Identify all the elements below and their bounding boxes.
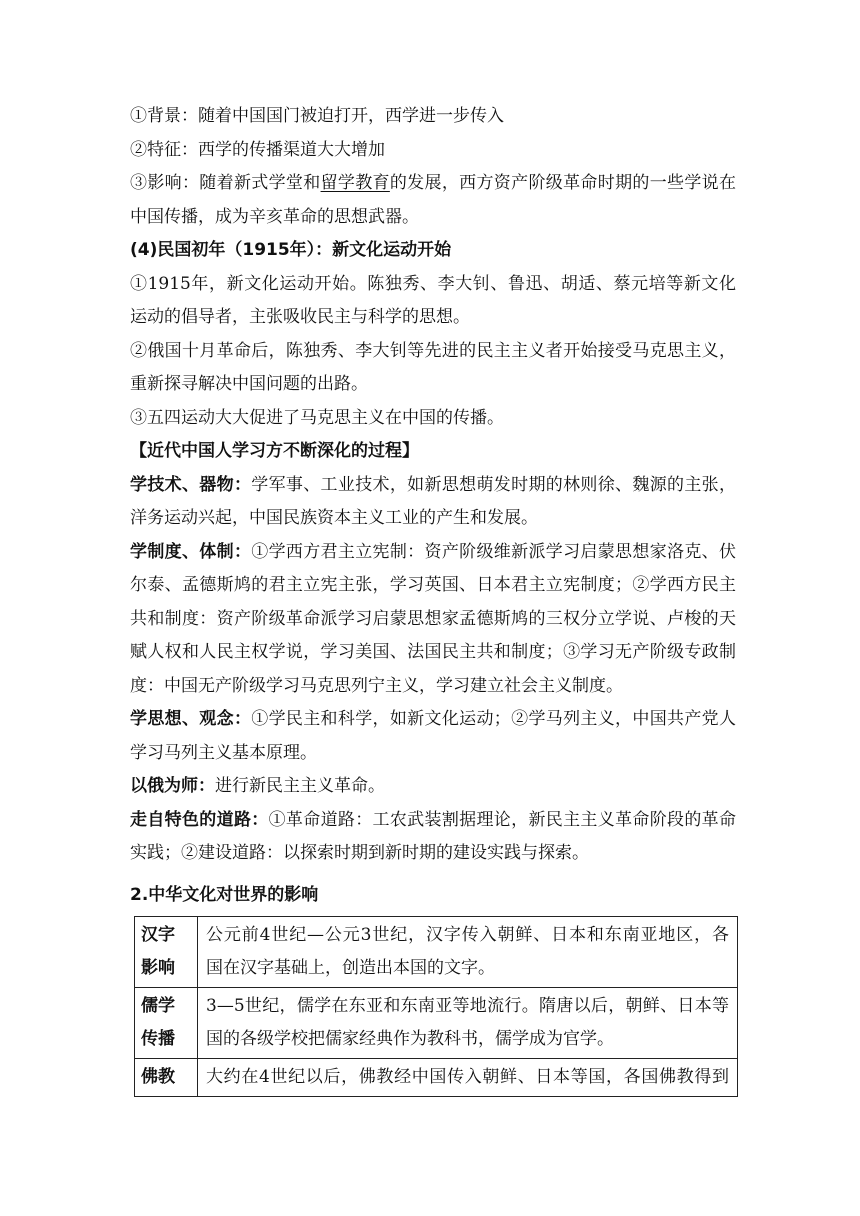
- row-header-line: 传播: [141, 1029, 175, 1049]
- lead-own-road: 走自特色的道路：: [130, 809, 269, 830]
- lead-russia: 以俄为师：: [130, 776, 215, 796]
- row-content-buddhism: [198, 1059, 738, 1097]
- paragraph-may-fourth: ③五四运动大大促进了马克思主义在中国的传播。: [130, 407, 504, 428]
- impact-text-end: 的发展，西方资产阶级革命时期的一些学说在: [389, 173, 737, 193]
- row-header-line: 佛教: [141, 1067, 175, 1087]
- row-header-chinese-characters: [135, 917, 198, 988]
- paragraph-october-revolution: ②俄国十月革命后，陈独秀、李大钊等先进的民主主义者开始接受马克思主义，: [130, 340, 736, 361]
- lead-tech: 学技术、器物：: [130, 474, 252, 495]
- paragraph-background: ①背景：随着中国国门被迫打开，西学进一步传入: [130, 106, 504, 126]
- lead-ideas: 学思想、观念：: [130, 709, 252, 729]
- row-content-line: 国的各级学校把儒家经典作为教科书，儒学成为官学。: [206, 1029, 614, 1049]
- underlined-term-study-abroad: 留学教育: [320, 173, 390, 193]
- paragraph-russia: [130, 770, 736, 804]
- culture-influence-table: [134, 916, 738, 1097]
- paragraph-1915-start: ①1915年，新文化运动开始。陈独秀、李大钊、鲁迅、胡适、蔡元培等新文化: [130, 273, 736, 294]
- paragraph-feature: ②特征：西学的传播渠道大大增加: [130, 139, 385, 160]
- tech-text: 学军事、工业技术，如新思想萌发时期的林则徐、魏源的主张，: [251, 474, 736, 495]
- paragraph-impact: [130, 167, 736, 201]
- paragraph-tech-continued: 洋务运动兴起，中国民族资本主义工业的产生和发展。: [130, 508, 538, 528]
- row-content-confucianism: [198, 988, 738, 1059]
- paragraph-1915-continued: 运动的倡导者，主张吸收民主与科学的思想。: [130, 307, 470, 327]
- row-header-buddhism: [135, 1059, 198, 1097]
- paragraph-own-road: [130, 804, 736, 838]
- row-header-confucianism: [135, 988, 198, 1059]
- russia-text: 进行新民主主义革命。: [215, 776, 385, 796]
- row-content-line: 国在汉字基础上，创造出本国的文字。: [206, 958, 495, 978]
- document-body: [130, 100, 736, 915]
- lead-system: 学制度、体制：: [130, 541, 252, 562]
- paragraph-tech: [130, 469, 736, 503]
- impact-text-start: ③影响：随着新式学堂和: [130, 173, 321, 193]
- paragraph-system-line-4: 赋人权和人民主权学说，学习美国、法国民主共和制度；③学习无产阶级专政制: [130, 642, 736, 662]
- row-content-chinese-characters: [198, 917, 738, 988]
- row-header-line: 汉字: [141, 925, 175, 945]
- own-road-text: ①革命道路：工农武装割据理论，新民主主义革命阶段的革命: [268, 809, 737, 830]
- paragraph-system-line-5: 度：中国无产阶级学习马克思列宁主义，学习建立社会主义制度。: [130, 675, 623, 696]
- paragraph-ideas-continued: 学习马列主义基本原理。: [130, 742, 317, 763]
- system-text: ①学西方君主立宪制：资产阶级维新派学习启蒙思想家洛克、伏: [251, 541, 736, 562]
- heading-learning-process: 【近代中国人学习方不断深化的过程】: [130, 441, 419, 461]
- row-header-line: 儒学: [141, 996, 175, 1016]
- table-row: [135, 988, 738, 1059]
- table-row: [135, 1059, 738, 1097]
- paragraph-system: [130, 536, 736, 570]
- paragraph-system-line-2: 尔泰、孟德斯鸠的君主立宪主张，学习英国、日本君主立宪制度；②学西方民主: [130, 575, 736, 595]
- ideas-text: ①学民主和科学，如新文化运动；②学马列主义，中国共产党人: [251, 709, 736, 729]
- row-content-line: 公元前4世纪—公元3世纪，汉字传入朝鲜、日本和东南亚地区，各: [206, 925, 729, 945]
- paragraph-ideas: [130, 703, 736, 737]
- paragraph-system-line-3: 共和制度：资产阶级革命派学习启蒙思想家孟德斯鸠的三权分立学说、卢梭的天: [130, 608, 736, 629]
- row-content-line: 3—5世纪，儒学在东亚和东南亚等地流行。隋唐以后，朝鲜、日本等: [206, 996, 729, 1016]
- heading-chinese-culture-influence: 2.中华文化对世界的影响: [130, 884, 319, 905]
- paragraph-october-revolution-continued: 重新探寻解决中国问题的出路。: [130, 374, 368, 394]
- heading-new-culture-movement: (4)民国初年（1915年）：新文化运动开始: [130, 240, 452, 260]
- paragraph-impact-continued: 中国传播，成为辛亥革命的思想武器。: [130, 206, 419, 227]
- paragraph-own-road-continued: 实践；②建设道路：以探索时期到新时期的建设实践与探索。: [130, 843, 589, 863]
- row-content-line: 大约在4世纪以后，佛教经中国传入朝鲜、日本等国，各国佛教得到: [206, 1067, 729, 1087]
- row-header-line: 影响: [141, 958, 175, 978]
- table-row: [135, 917, 738, 988]
